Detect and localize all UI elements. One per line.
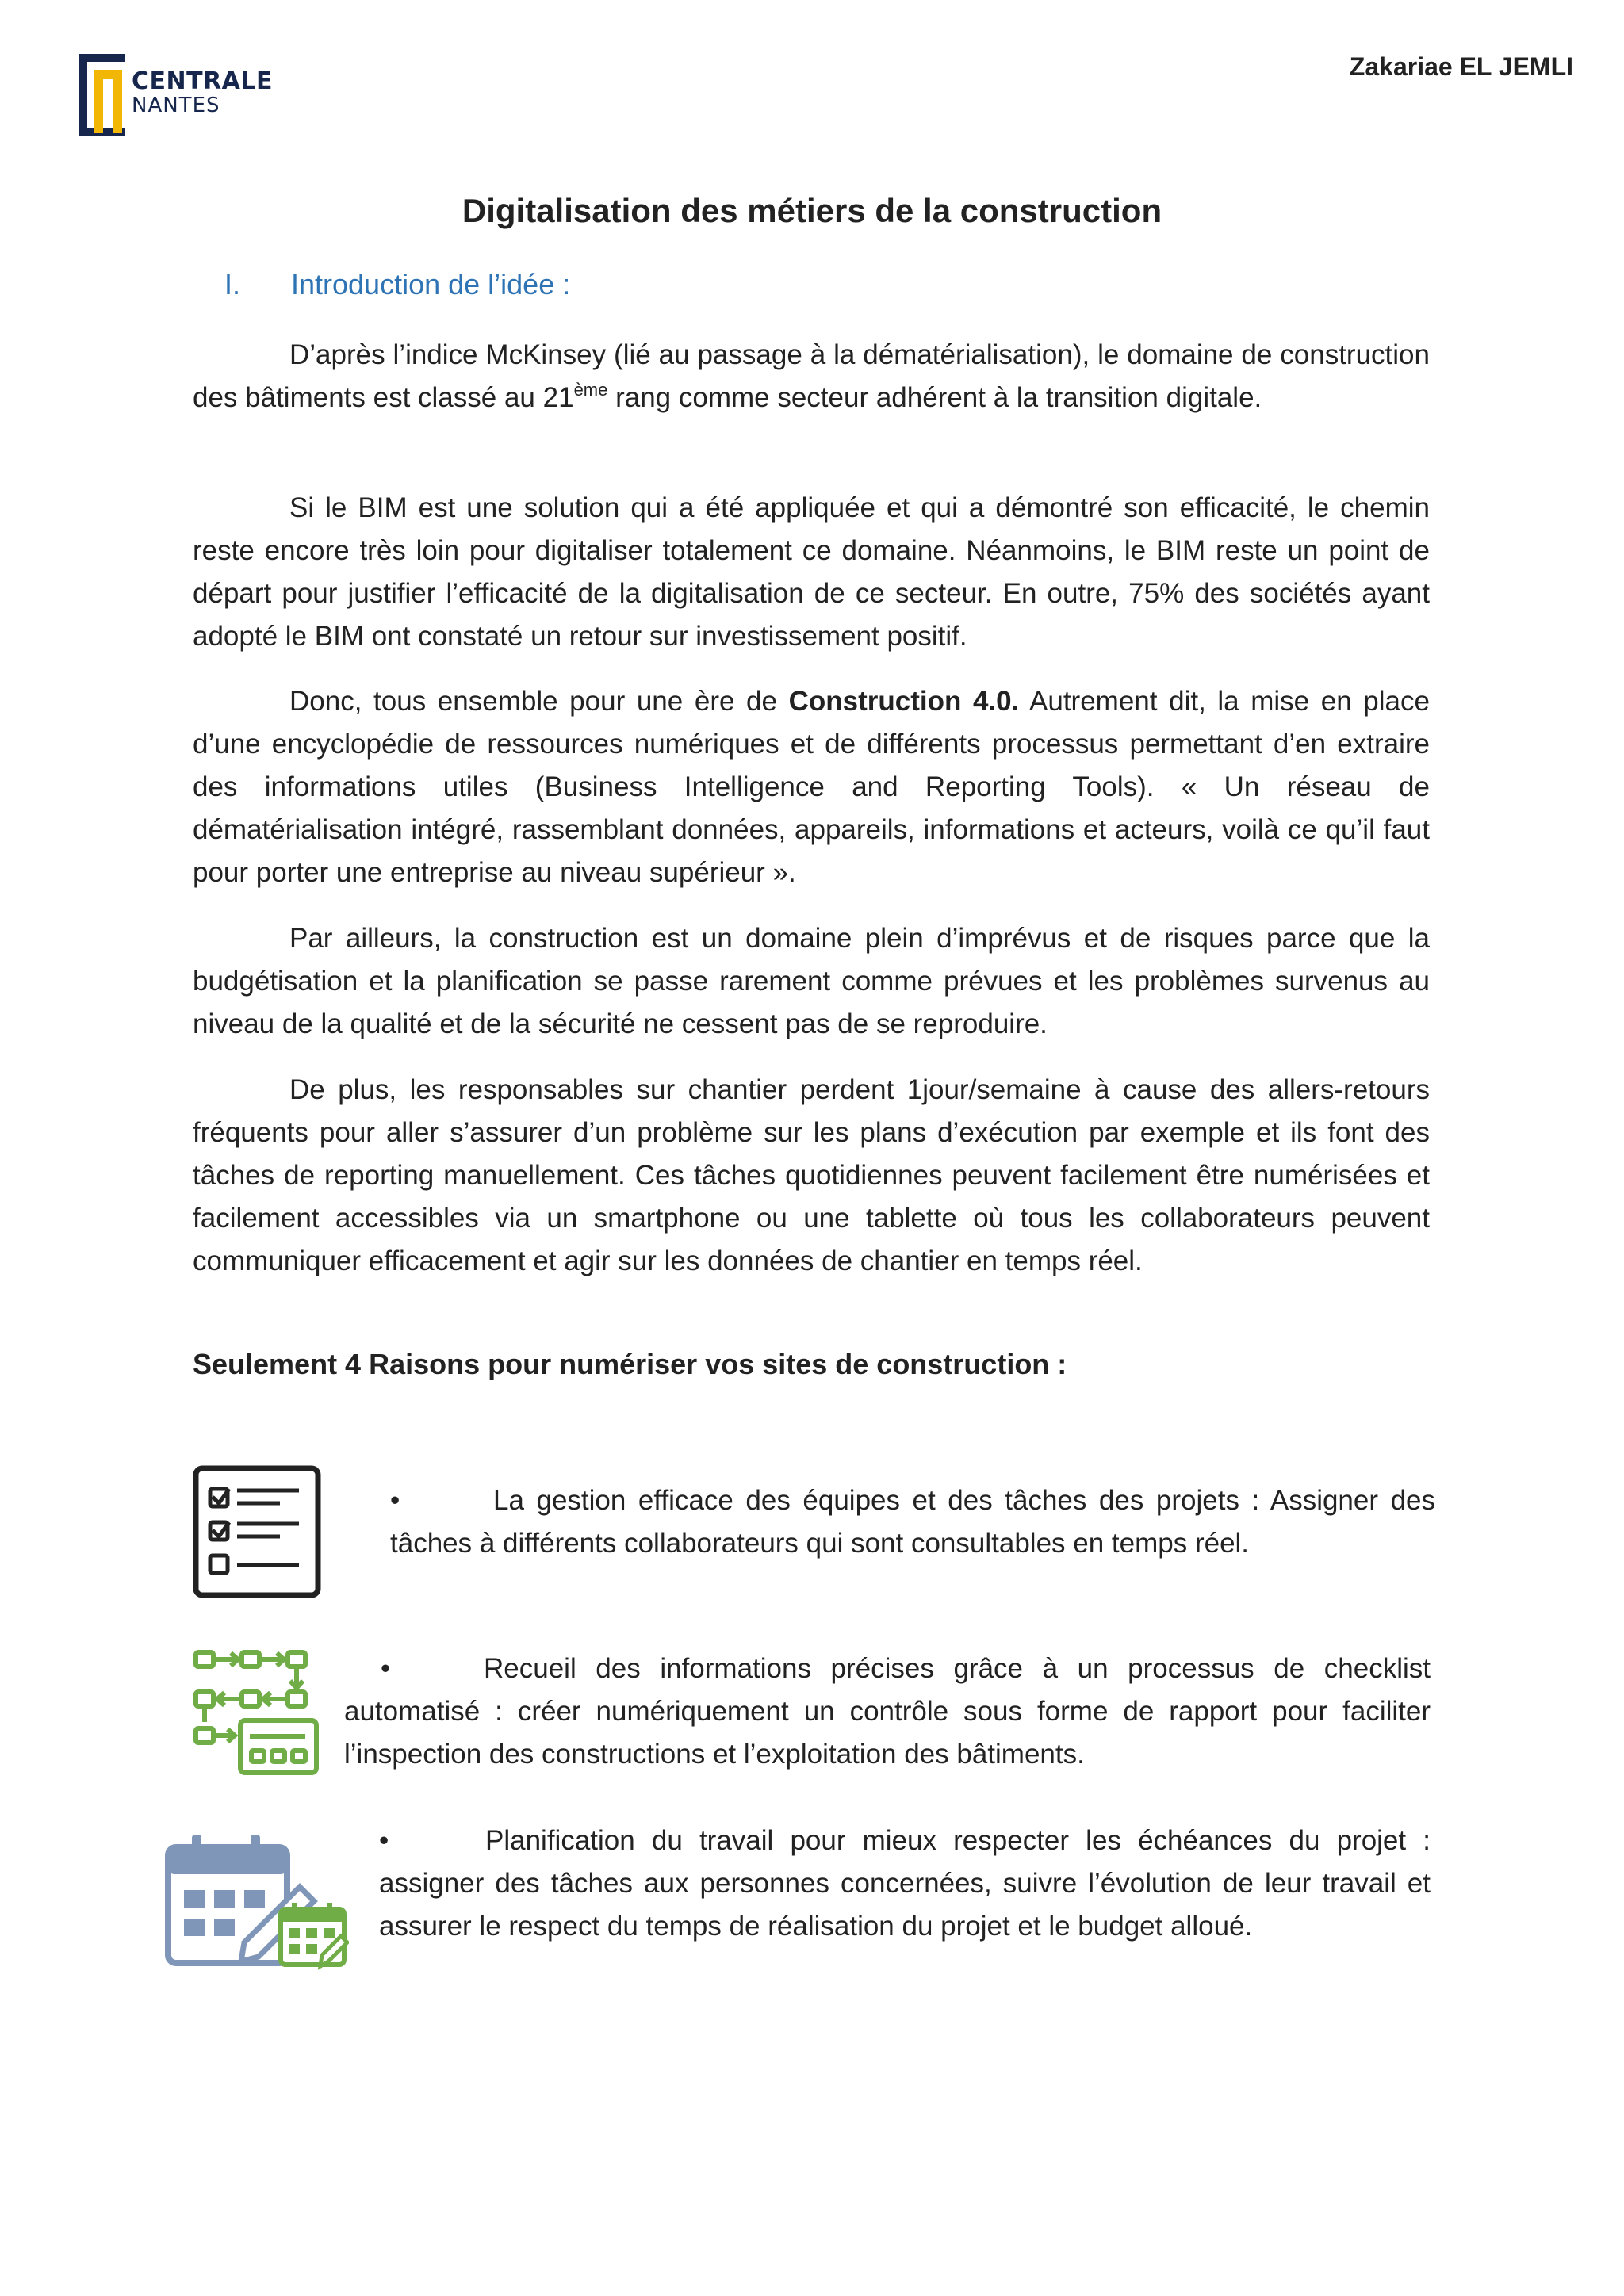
paragraph-2: Si le BIM est une solution qui a été appliquée et qui a démontré son efficacité, le chemin reste encore très loin pour digitaliser totalement ce domaine. Néanmoins, le BIM reste un point de départ pour justifier l’efficacité de la digitalisation de ce secteur. En outre, 75% des sociétés ayant adopté le BIM ont constaté un retour sur investissement positif.: [193, 492, 1430, 652]
section-title: Introduction de l’idée :: [291, 268, 571, 300]
logo-mark-icon: [76, 51, 132, 140]
paragraph-1: D’après l’indice McKinsey (lié au passage à la dématérialisation), le domaine de construction des bâtiments est classé au 21ème rang comme secteur adhérent à la transition digitale.: [193, 339, 1430, 413]
logo-line2: NANTES: [132, 94, 220, 117]
bullet-dot: •: [390, 1485, 400, 1516]
section-heading: [224, 268, 570, 301]
bullet-dot: •: [381, 1653, 391, 1684]
paragraph-5: De plus, les responsables sur chantier perdent 1jour/semaine à cause des allers-retours fréquents pour aller s’assurer d’un problème sur les plans d’exécution par exemple et ils font des tâches de reporting manuellement. Ces tâches quotidiennes peuvent facilement être numérisées et facilement accessibles via un smartphone ou une tablette où tous les collaborateurs peuvent communiquer efficacement et agir sur les données de chantier en temps réel.: [193, 1074, 1430, 1276]
paragraph-3: Donc, tous ensemble pour une ère de Construction 4.0. Autrement dit, la mise en place d’une encyclopédie de ressources numériques et de différents processus permettant d’en extraire des informations utiles (Business Intelligence and Reporting Tools). « Un réseau de dématérialisation intégré, rassemblant données, appareils, informations et acteurs, voilà ce qu’il faut pour porter une entreprise au niveau supérieur ».: [193, 686, 1430, 888]
checklist-icon: [193, 1465, 321, 1598]
calendar-icon: [165, 1831, 349, 1976]
paragraph-4: Par ailleurs, la construction est un domaine plein d’imprévus et de risques parce que la budgétisation et la planification se passe rarement comme prévues et les problèmes survenus au niveau de la qualité et de la sécurité ne cessent pas de se reproduire.: [193, 923, 1430, 1039]
bullet-dot: •: [379, 1825, 389, 1856]
document-title: Digitalisation des métiers de la construction: [462, 192, 1162, 229]
author-name: Zakariae EL JEMLI: [1349, 52, 1573, 81]
reason-1: • La gestion efficace des équipes et des tâches des projets : Assigner des tâches à différents collaborateurs qui sont consultables en temps réel.: [390, 1479, 1435, 1565]
workflow-icon: [193, 1646, 321, 1779]
centrale-nantes-logo: [76, 51, 274, 140]
section-number: I.: [224, 268, 241, 300]
reasons-heading: Seulement 4 Raisons pour numériser vos sites de construction :: [193, 1348, 1067, 1380]
reason-3: • Planification du travail pour mieux respecter les échéances du projet : assigner des tâches aux personnes concernées, suivre l’évolution de leur travail et assurer le respect du temps de réalisation du projet et le budget alloué.: [379, 1820, 1431, 1948]
logo-line1: CENTRALE: [132, 67, 274, 95]
reason-2: • Recueil des informations précises grâce à un processus de checklist automatisé : créer numériquement un contrôle sous forme de rapport pour faciliter l’inspection des constructions et l’exploitation des bâtiments.: [344, 1647, 1431, 1776]
